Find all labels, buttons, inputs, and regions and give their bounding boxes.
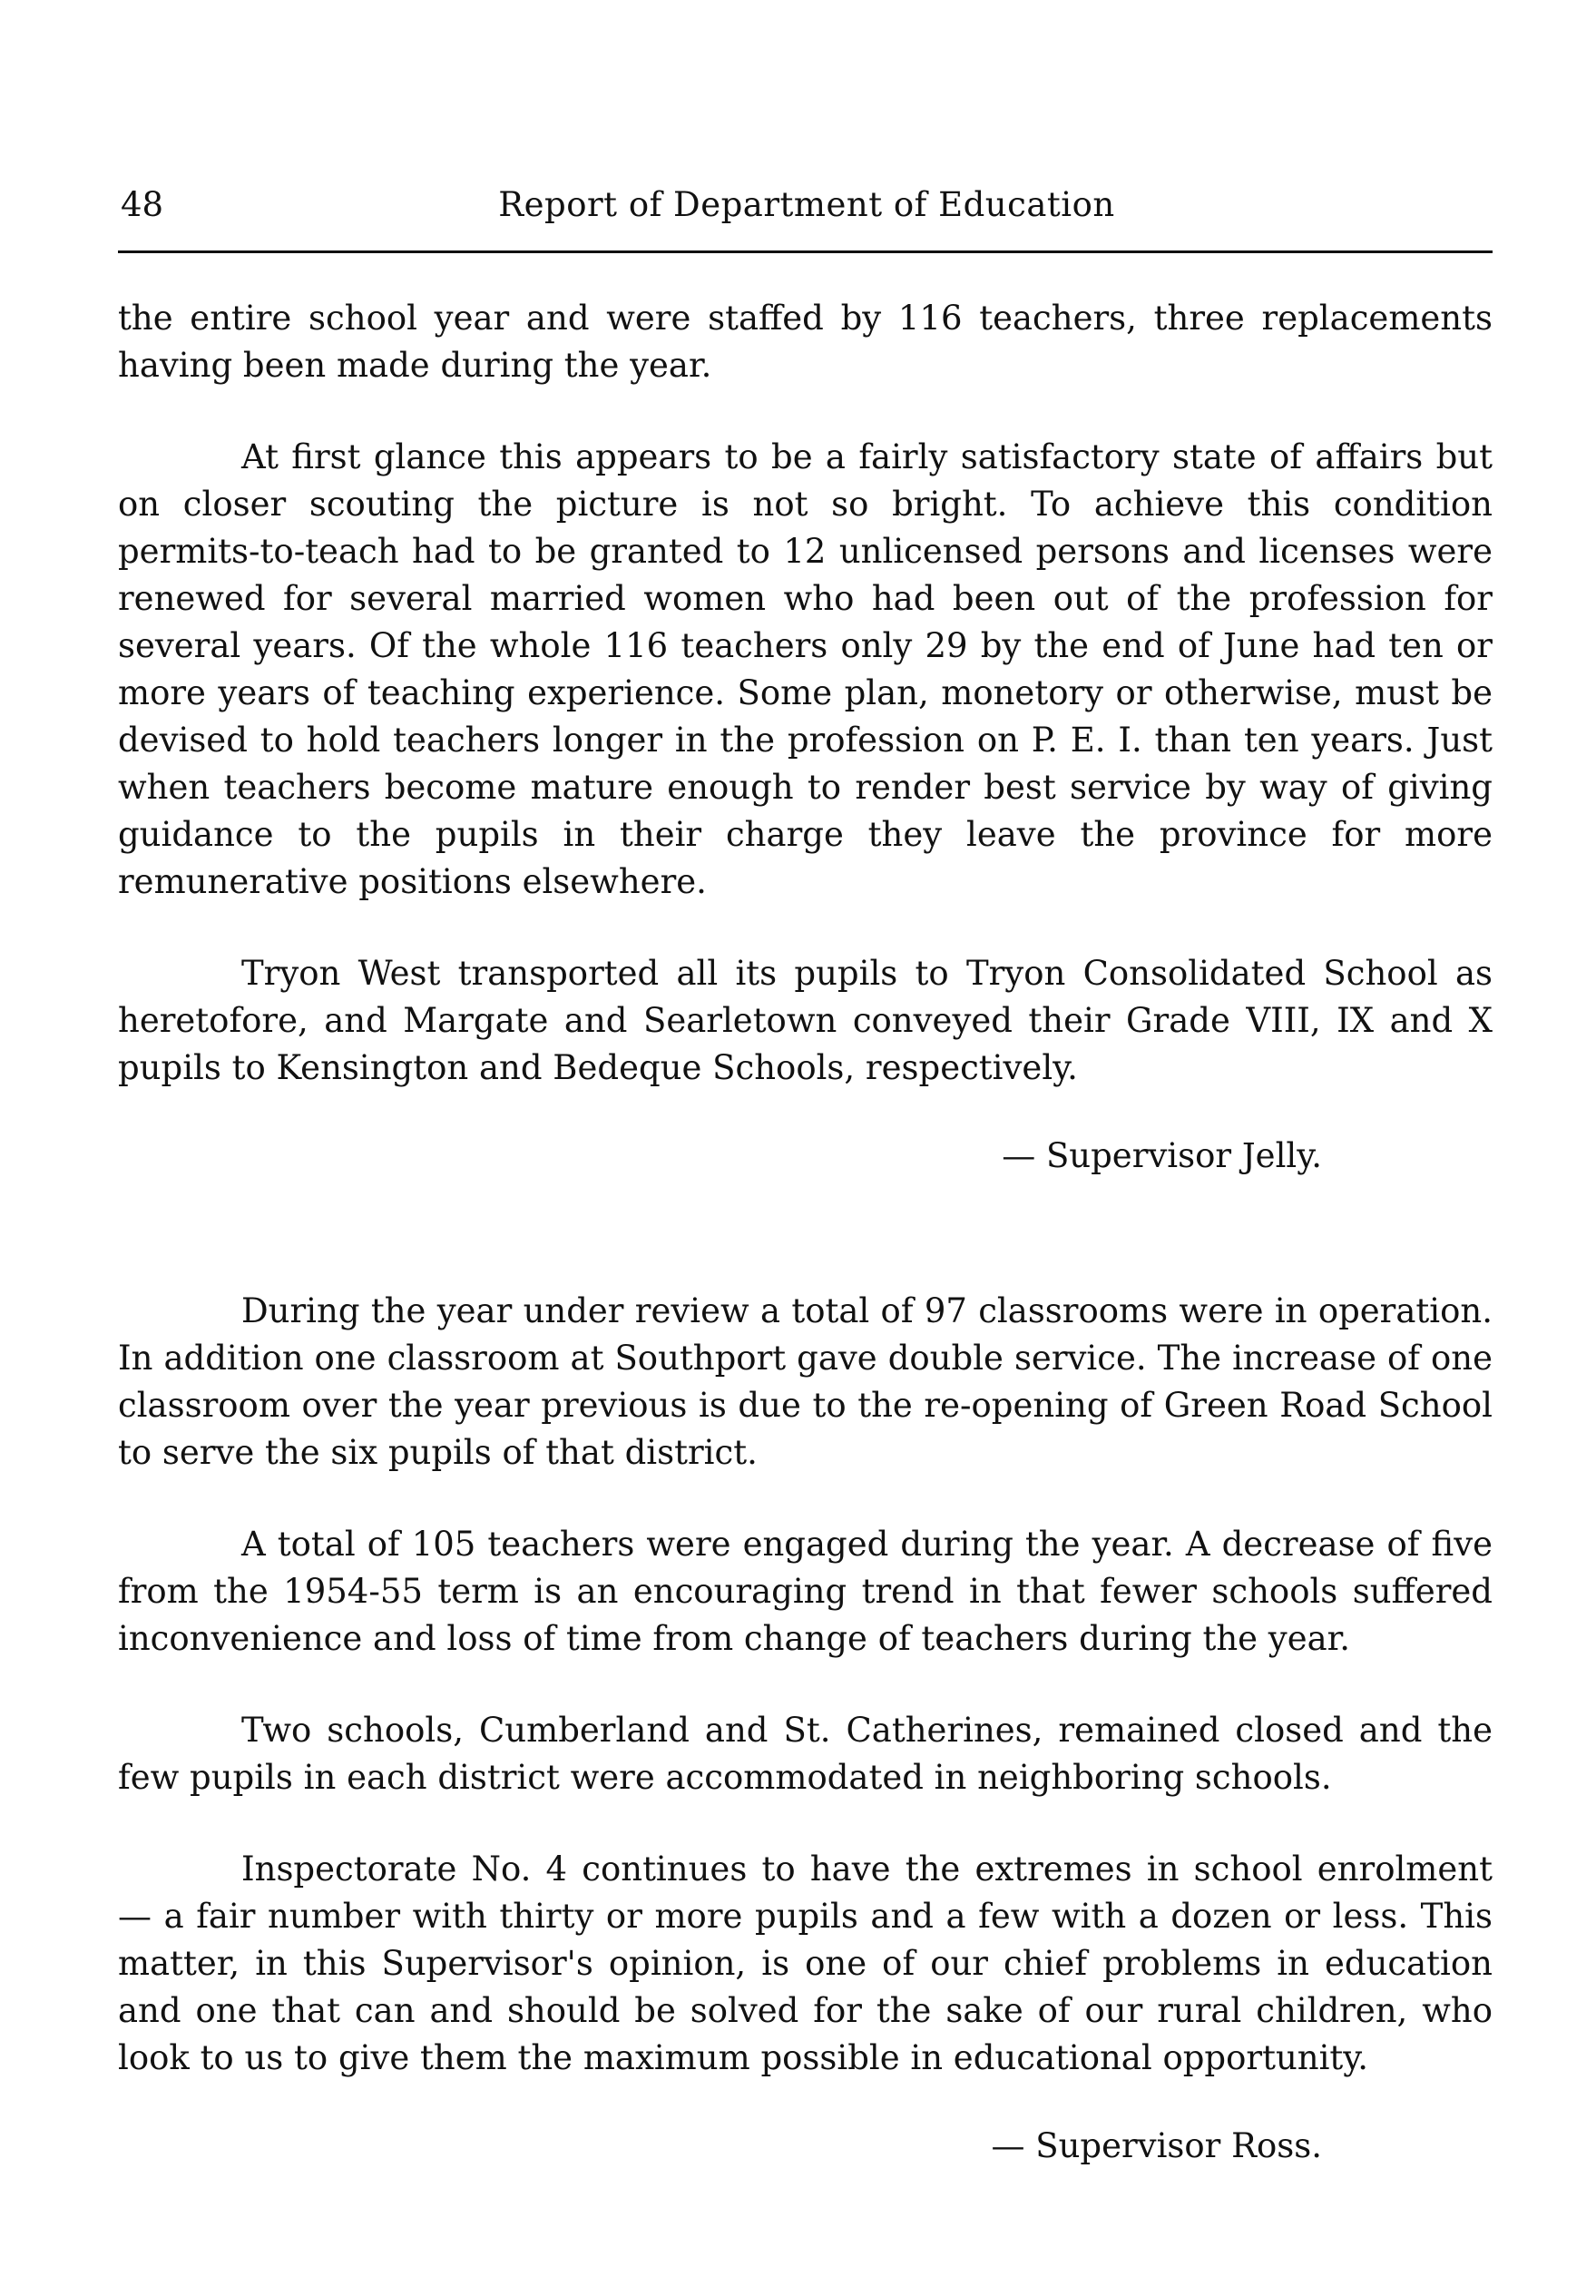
paragraph-teacher-experience: At first glance this appears to be a fairly satisfactory state of affairs but on closer scouting the picture is not so bright. To achieve this condition permits-to-teach had to be granted to 12 unlicensed persons and licenses were renewed for several married women who had been out of the profession for several years. Of the whole 116 teachers only 29 by the end of June had ten or more years of teaching experience. Some plan, monetory or otherwise, must be devised to hold teachers longer in the profession on P. E. I. than ten years. Just when teachers become mature enough to render best service by way of giving guidance to the pupils in their charge they leave the province for more remunerative positions elsewhere.: [118, 437, 1493, 901]
paragraph-continuation: the entire school year and were staffed by 116 teachers, three replacements having been made during the year.: [118, 299, 1493, 385]
paragraph-enrolment: Inspectorate No. 4 continues to have the extremes in school enrolment — a fair number with thirty or more pupils and a few with a dozen or less. This matter, in this Supervisor's opinion, is one of our chief problems in education and one that can and should be solved for the sake of our rural children, who look to us to give them the maximum possible in educational opportunity.: [118, 1850, 1493, 2077]
paragraph-teachers-engaged: A total of 105 teachers were engaged during the year. A decrease of five from the 1954-55 term is an encouraging trend in that fewer schools suffered inconvenience and loss of time from change of teachers during the year.: [118, 1525, 1493, 1658]
body-text: [118, 295, 1493, 2170]
signature-supervisor-ross: — Supervisor Ross.: [991, 2126, 1322, 2165]
signature-supervisor-jelly: — Supervisor Jelly.: [1002, 1136, 1322, 1175]
section-gap: [118, 1180, 1493, 1288]
paragraph-classrooms: During the year under review a total of 97 classrooms were in operation. In addition one classroom at Southport gave double service. The increase of one classroom over the year previous is due to the re-opening of Green Road School to serve the six pupils of that district.: [118, 1291, 1493, 1472]
paragraph-schools-closed: Two schools, Cumberland and St. Catherines, remained closed and the few pupils in each district were accommodated in neighboring schools.: [118, 1711, 1493, 1797]
header-rule: [118, 250, 1493, 253]
page-header: [121, 178, 1493, 232]
paragraph-transport: Tryon West transported all its pupils to Tryon Consolidated School as heretofore, and Margate and Searletown conveyed their Grade VIII, IX and X pupils to Kensington and Bedeque Schools, respectively.: [118, 954, 1493, 1087]
page-number: 48: [121, 185, 164, 224]
running-title: Report of Department of Education: [498, 185, 1115, 224]
